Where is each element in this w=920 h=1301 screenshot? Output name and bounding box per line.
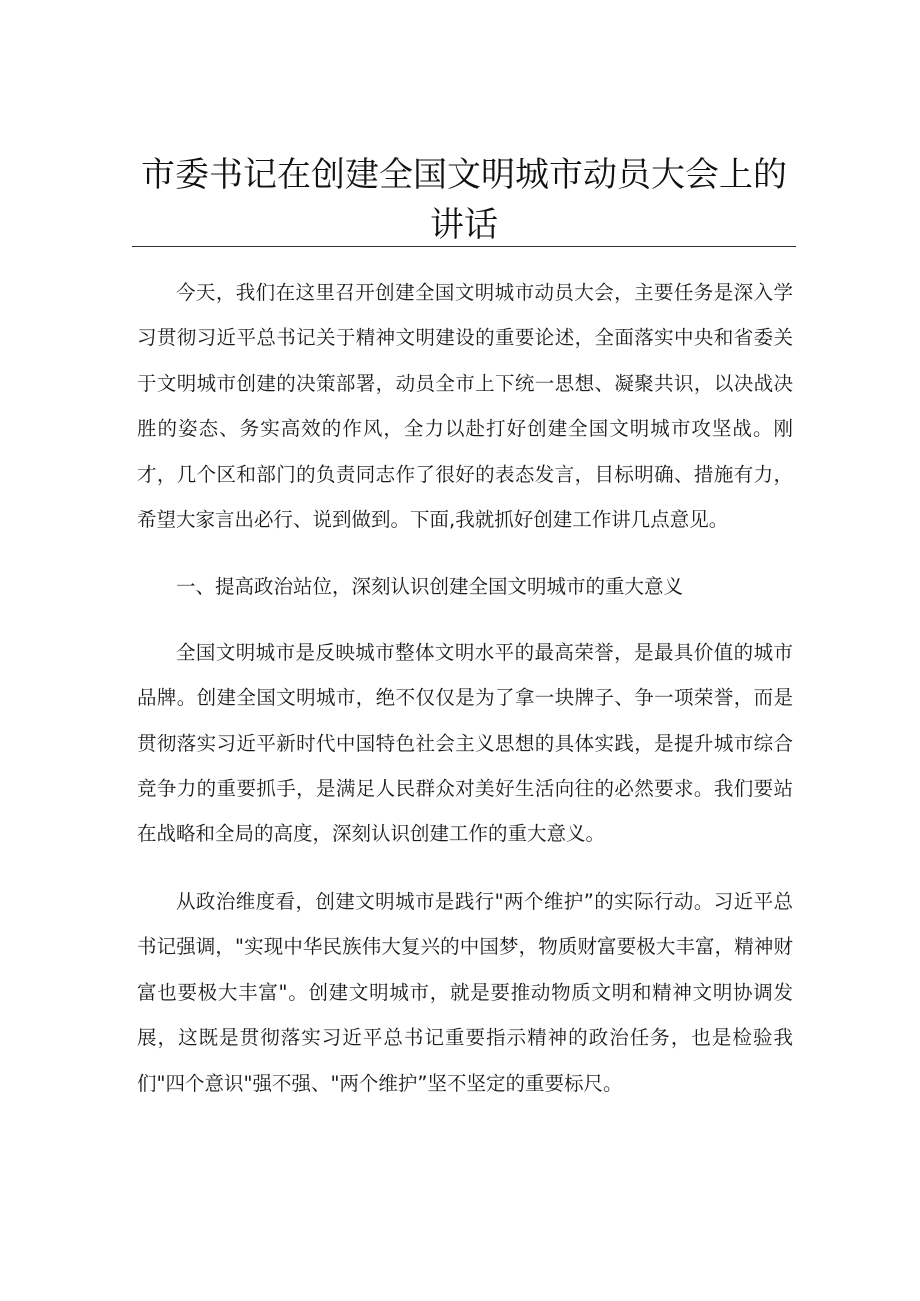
document-title: 市委书记在创建全国文明城市动员大会上的讲话 [141,155,787,245]
paragraph-political-dimension: 从政治维度看，创建文明城市是践行"两个维护”的实际行动。习近平总书记强调，"实现中华民族伟大复兴的中国梦，物质财富要极大丰富，精神财富也要极大丰富"。创建文明城市，就是要推动物质文明和精神文明协调发展，这既是贯彻落实习近平总书记重要指示精神的政治任务，也是检验我们"四个意识"强不强、"两个维护”坚不坚定的重要标尺。 [137,889,793,1095]
document-body [137,270,793,1128]
title-divider [132,246,796,247]
paragraph-significance: 全国文明城市是反映城市整体文明水平的最高荣誉，是最具价值的城市品牌。创建全国文明城市，绝不仅仅是为了拿一块牌子、争一项荣誉，而是贯彻落实习近平新时代中国特色社会主义思想的具体实践，是提升城市综合竞争力的重要抓手，是满足人民群众对美好生活向往的必然要求。我们要站在战略和全局的高度，深刻认识创建工作的重大意义。 [137,640,793,846]
section-heading-1: 一、提高政治站位，深刻认识创建全国文明城市的重大意义 [176,575,684,599]
paragraph-intro: 今天，我们在这里召开创建全国文明城市动员大会，主要任务是深入学习贯彻习近平总书记关于精神文明建设的重要论述，全面落实中央和省委关于文明城市创建的决策部署，动员全市上下统一思想、凝聚共识，以决战决胜的姿态、务实高效的作风，全力以赴打好创建全国文明城市攻坚战。刚才，几个区和部门的负责同志作了很好的表态发言，目标明确、措施有力，希望大家言出必行、说到做到。下面,我就抓好创建工作讲几点意见。 [137,281,793,532]
